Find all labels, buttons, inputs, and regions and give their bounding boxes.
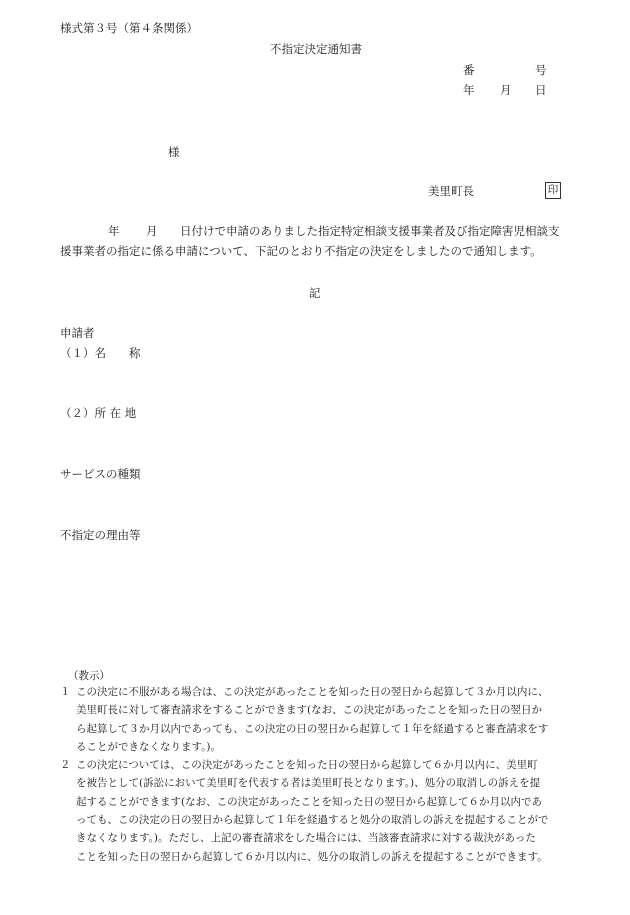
notice-item-number: １ [60, 686, 71, 698]
notice-item-number: ２ [60, 759, 71, 772]
sender-name: 美里町長 [428, 184, 474, 198]
service-type-label: サービスの種類 [60, 467, 141, 481]
reason-label: 不指定の理由等 [60, 528, 141, 542]
notice-line: ることができなくなります。)。 [76, 740, 222, 753]
notice-line: ら起算して３か月以内であっても、この決定の日の翌日から起算して１年を経過すると審査請求をす [76, 722, 549, 735]
number-label-ban: 番 [463, 63, 475, 77]
notice-line: きなくなります。)。ただし、上記の審査請求をした場合には、当該審査請求に対する裁決があった [76, 832, 536, 845]
notice-line: ことを知った日の翌日から起算して６か月以内に、処分の取消しの訴えを提起することができます。 [76, 850, 548, 863]
name-field-label: （１）名 称 [60, 346, 141, 360]
number-label-go: 号 [535, 63, 547, 77]
notice-item-1 [60, 683, 549, 756]
body-month-label: 月 [146, 224, 158, 238]
notice-body [60, 683, 549, 866]
seal-mark: 印 [545, 182, 561, 199]
date-day-label: 日 [535, 83, 547, 97]
notice-line: この決定については、この決定があったことを知った日の翌日から起算して６か月以内に、美里町 [76, 759, 538, 772]
notice-heading: （教示） [68, 670, 110, 682]
date-month-label: 月 [500, 83, 512, 97]
date-year-label: 年 [463, 83, 475, 97]
body-line-1: 日付けで申請のありました指定特定相談支援事業者及び指定障害児相談支 [180, 224, 560, 238]
body-line-2: 援事業者の指定に係る申請について、下記のとおり不指定の決定をしましたので通知します。 [60, 244, 542, 258]
addressee-honorific: 様 [168, 145, 180, 159]
notice-item-2 [60, 756, 549, 866]
notice-line: っても、この決定の日の翌日から起算して１年を経過すると処分の取消しの訴えを提起することがで [76, 814, 549, 827]
notice-line: この決定に不服がある場合は、この決定があったことを知った日の翌日から起算して３か月以内に、 [76, 686, 549, 698]
ki-heading: 記 [309, 286, 321, 300]
notice-line: 起することができます(なお、この決定があったことを知った日の翌日から起算して６か月以内であ [76, 795, 542, 808]
notice-line: 美里町長に対して審査請求をすることができます(なお、この決定があったことを知った日の翌日か [76, 704, 542, 717]
notice-line: を被告として(訴訟において美里町を代表する者は美里町長となります。)、処分の取消しの訴えを提 [76, 777, 541, 790]
address-field-label: （２）所 在 地 [60, 406, 137, 420]
form-number: 様式第３号（第４条関係） [60, 21, 198, 35]
document-title: 不指定決定通知書 [270, 42, 362, 56]
body-year-label: 年 [108, 224, 120, 238]
applicant-label: 申請者 [60, 326, 95, 340]
